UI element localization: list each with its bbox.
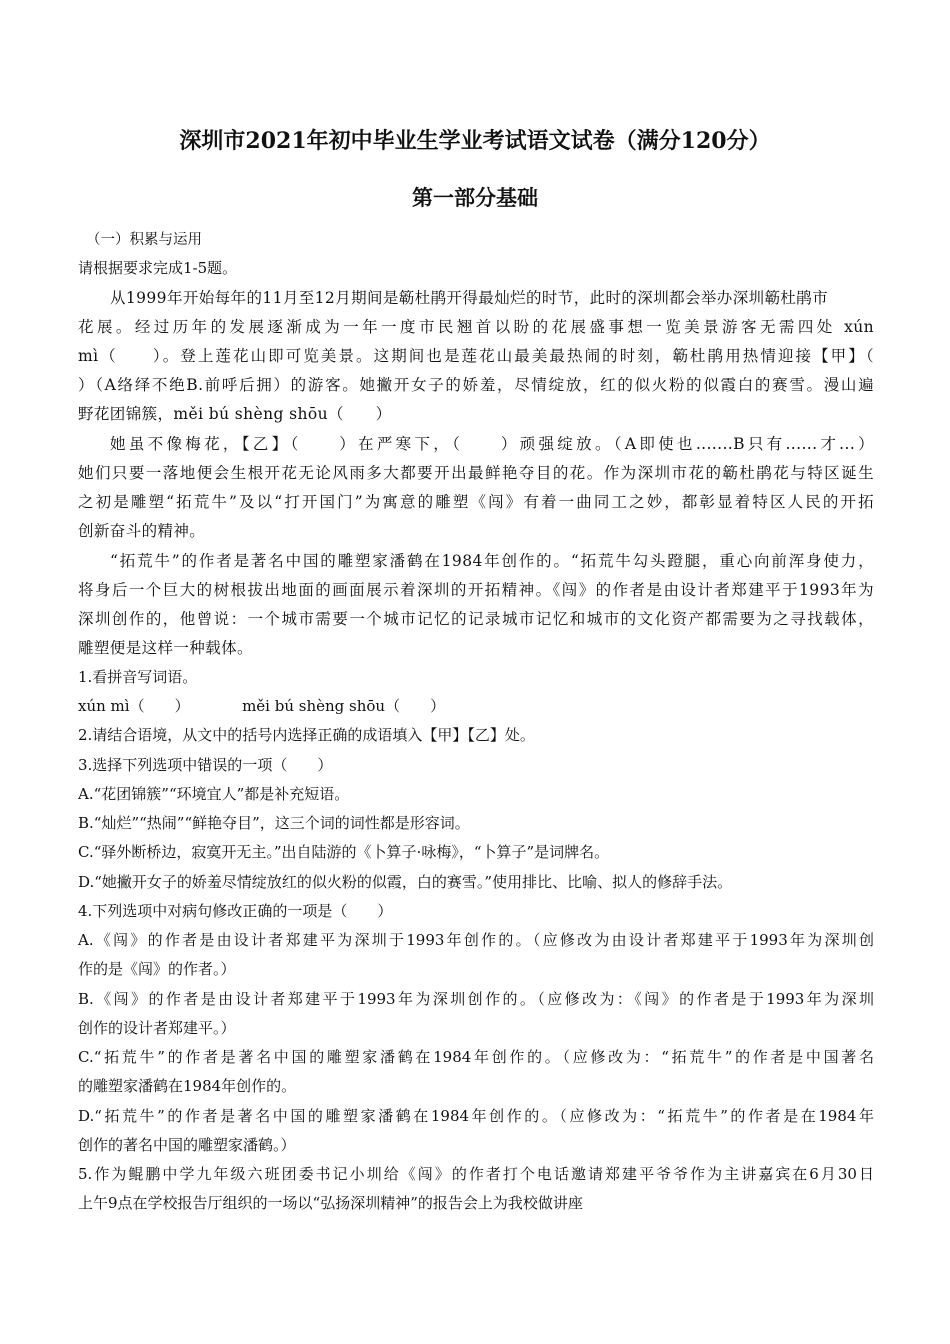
question-4-option-c: C.“拓荒牛”的作者是著名中国的雕塑家潘鹤在1984年创作的。（应修改为：“拓荒牛”的作者是中国著名 [78,1048,874,1066]
passage-line: 野花团锦簇，měi bú shèng shōu（ ） [78,405,392,423]
passage-line: 将身后一个巨大的树根拔出地面的画面展示着深圳的开拓精神。《闯》的作者是由设计者郑建平于1993年为 [78,581,874,599]
passage-line: 之初是雕塑“拓荒牛”及以“打开国门”为寓意的雕塑《闯》有着一曲同工之妙，都彰显着特区人民的开拓 [78,493,874,511]
question-1: 1.看拼音写词语。 [78,668,198,686]
passage-line: 她虽不像梅花，【乙】（ ）在严寒下，（ ）顽强绽放。（A即使也.......B只有......才...） [110,435,874,453]
question-3-option-d: D.“她撇开女子的娇羞尽情绽放红的似火粉的似霞，白的赛雪。”使用排比、比喻、拟人的修辞手法。 [78,873,733,891]
question-4: 4.下列选项中对病句修改正确的一项是（ ） [78,902,393,920]
question-2: 2.请结合语境，从文中的括号内选择正确的成语填入【甲】【乙】处。 [78,726,535,744]
exam-title: 深圳市2021年初中毕业生学业考试语文试卷（满分120分） [179,128,771,154]
instruction-text: 请根据要求完成1-5题。 [78,259,238,277]
question-3-option-c: C.“驿外断桥边，寂寞开无主。”出自陆游的《卜算子·咏梅》，“卜算子”是词牌名。 [78,843,610,861]
passage-line: mì（ ）。登上莲花山即可览美景。这期间也是莲花山最美最热闹的时刻，簕杜鹃用热情迎接【甲】（ [78,347,874,365]
passage-line: 创新奋斗的精神。 [78,522,206,540]
part-title: 第一部分基础 [412,185,538,210]
question-1-blanks: xún mì（ ） měi bú shèng shōu（ ） [78,697,446,715]
question-4-option-b-cont: 创作的设计者郑建平。） [78,1019,236,1037]
passage-line: 从1999年开始每年的11月至12月期间是簕杜鹃开得最灿烂的时节，此时的深圳都会举办深圳簕杜鹃市 [110,289,829,307]
question-3-option-b: B.“灿烂”“热闹”“鲜艳夺目”，这三个词的词性都是形容词。 [78,814,470,832]
question-3-option-a: A.“花团锦簇”“环境宜人”都是补充短语。 [78,785,350,803]
passage-line: 花展。经过历年的发展逐渐成为一年一度市民翘首以盼的花展盛事想一览美景游客无需四处 xún [78,318,874,336]
passage-line: 雕塑便是这样一种载体。 [78,639,253,657]
question-4-option-b: B.《闯》的作者是由设计者郑建平于1993年为深圳创作的。（应修改为：《闯》的作者是于1993年为深圳 [78,990,874,1008]
passage-line: “拓荒牛”的作者是著名中国的雕塑家潘鹤在1984年创作的。“拓荒牛勾头蹬腿，重心向前浑身使力， [110,552,874,570]
question-3: 3.选择下列选项中错误的一项（ ） [78,756,333,774]
question-4-option-c-cont: 的雕塑家潘鹤在1984年创作的。 [78,1077,297,1095]
question-5: 5.作为鲲鹏中学九年级六班团委书记小圳给《闯》的作者打个电话邀请郑建平爷爷作为主讲嘉宾在6月30日 [78,1165,874,1183]
question-4-option-a: A.《闯》的作者是由设计者郑建平为深圳于1993年创作的。（应修改为由设计者郑建平于1993年为深圳创 [78,931,874,949]
question-5-cont: 上午9点在学校报告厅组织的一场以“弘扬深圳精神”的报告会上为我校做讲座 [78,1194,583,1212]
section-heading: （一）积累与运用 [86,232,202,248]
question-4-option-d-cont: 创作的著名中国的雕塑家潘鹤。） [78,1136,296,1154]
question-4-option-a-cont: 作的是《闯》的作者。） [78,960,236,978]
passage-line: 深圳创作的，他曾说：一个城市需要一个城市记忆的记录城市记忆和城市的文化资产都需要为之寻找载体， [78,610,874,628]
passage-line: 她们只要一落地便会生根开花无论风雨多大都要开出最鲜艳夺目的花。作为深圳市花的簕杜鹃花与特区诞生 [78,464,874,482]
question-4-option-d: D.“拓荒牛”的作者是著名中国的雕塑家潘鹤在1984年创作的。（应修改为：“拓荒牛”的作者是在1984年 [78,1107,874,1125]
passage-line: ）（A络绎不绝B.前呼后拥）的游客。她撇开女子的娇羞，尽情绽放，红的似火粉的似霞白的赛雪。漫山遍 [78,376,874,394]
